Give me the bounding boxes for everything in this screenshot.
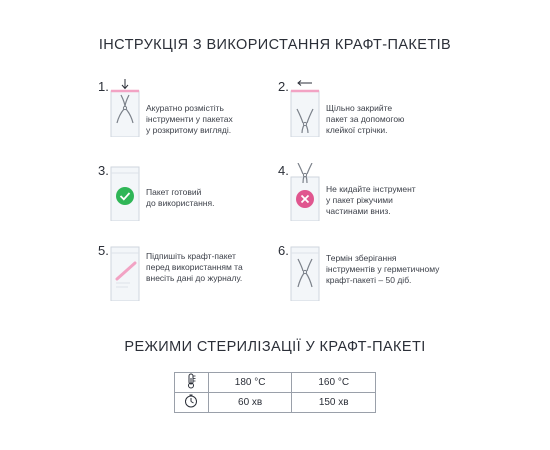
check-icon <box>116 187 134 205</box>
section-title: РЕЖИМИ СТЕРИЛІЗАЦІЇ У КРАФТ-ПАКЕТІ <box>124 339 426 355</box>
table-cell: 160 °C <box>292 373 376 393</box>
step-text: Щільно закрийте пакет за допомогою клейкої стрічки. <box>326 103 405 135</box>
package-ready-icon <box>108 163 142 221</box>
step-text: Термін зберігання інструментів у герметичному крафт-пакеті – 50 діб. <box>326 253 440 285</box>
table-row <box>175 393 376 413</box>
thermometer-icon <box>175 373 209 393</box>
step-number: 4. <box>278 163 289 178</box>
sterilization-modes-table <box>174 372 376 413</box>
package-storage-icon <box>288 243 322 301</box>
table-row <box>175 373 376 393</box>
step-number: 5. <box>98 243 109 258</box>
step-6 <box>278 243 528 303</box>
package-insert-icon <box>108 79 142 137</box>
package-label-icon <box>108 243 142 301</box>
table-cell: 180 °C <box>208 373 292 393</box>
step-text: Підпишіть крафт-пакет перед використанням та внесіть дані до журналу. <box>146 251 243 283</box>
step-text: Пакет готовий до використання. <box>146 187 215 208</box>
table-cell: 60 хв <box>208 393 292 413</box>
package-seal-icon <box>288 79 322 137</box>
step-number: 2. <box>278 79 289 94</box>
step-number: 1. <box>98 79 109 94</box>
step-4 <box>278 163 528 223</box>
step-text: Не кидайте інструмент у пакет ріжучими частинами вниз. <box>326 184 416 216</box>
package-wrong-icon <box>288 163 322 221</box>
table-cell: 150 хв <box>292 393 376 413</box>
page-title: ІНСТРУКЦІЯ З ВИКОРИСТАННЯ КРАФТ-ПАКЕТІВ <box>98 37 452 53</box>
step-2 <box>278 79 528 139</box>
step-number: 3. <box>98 163 109 178</box>
step-text: Акуратно розмістіть інструменти у пакетах у розкритому вигляді. <box>146 103 233 135</box>
step-number: 6. <box>278 243 289 258</box>
timer-icon <box>175 393 209 413</box>
